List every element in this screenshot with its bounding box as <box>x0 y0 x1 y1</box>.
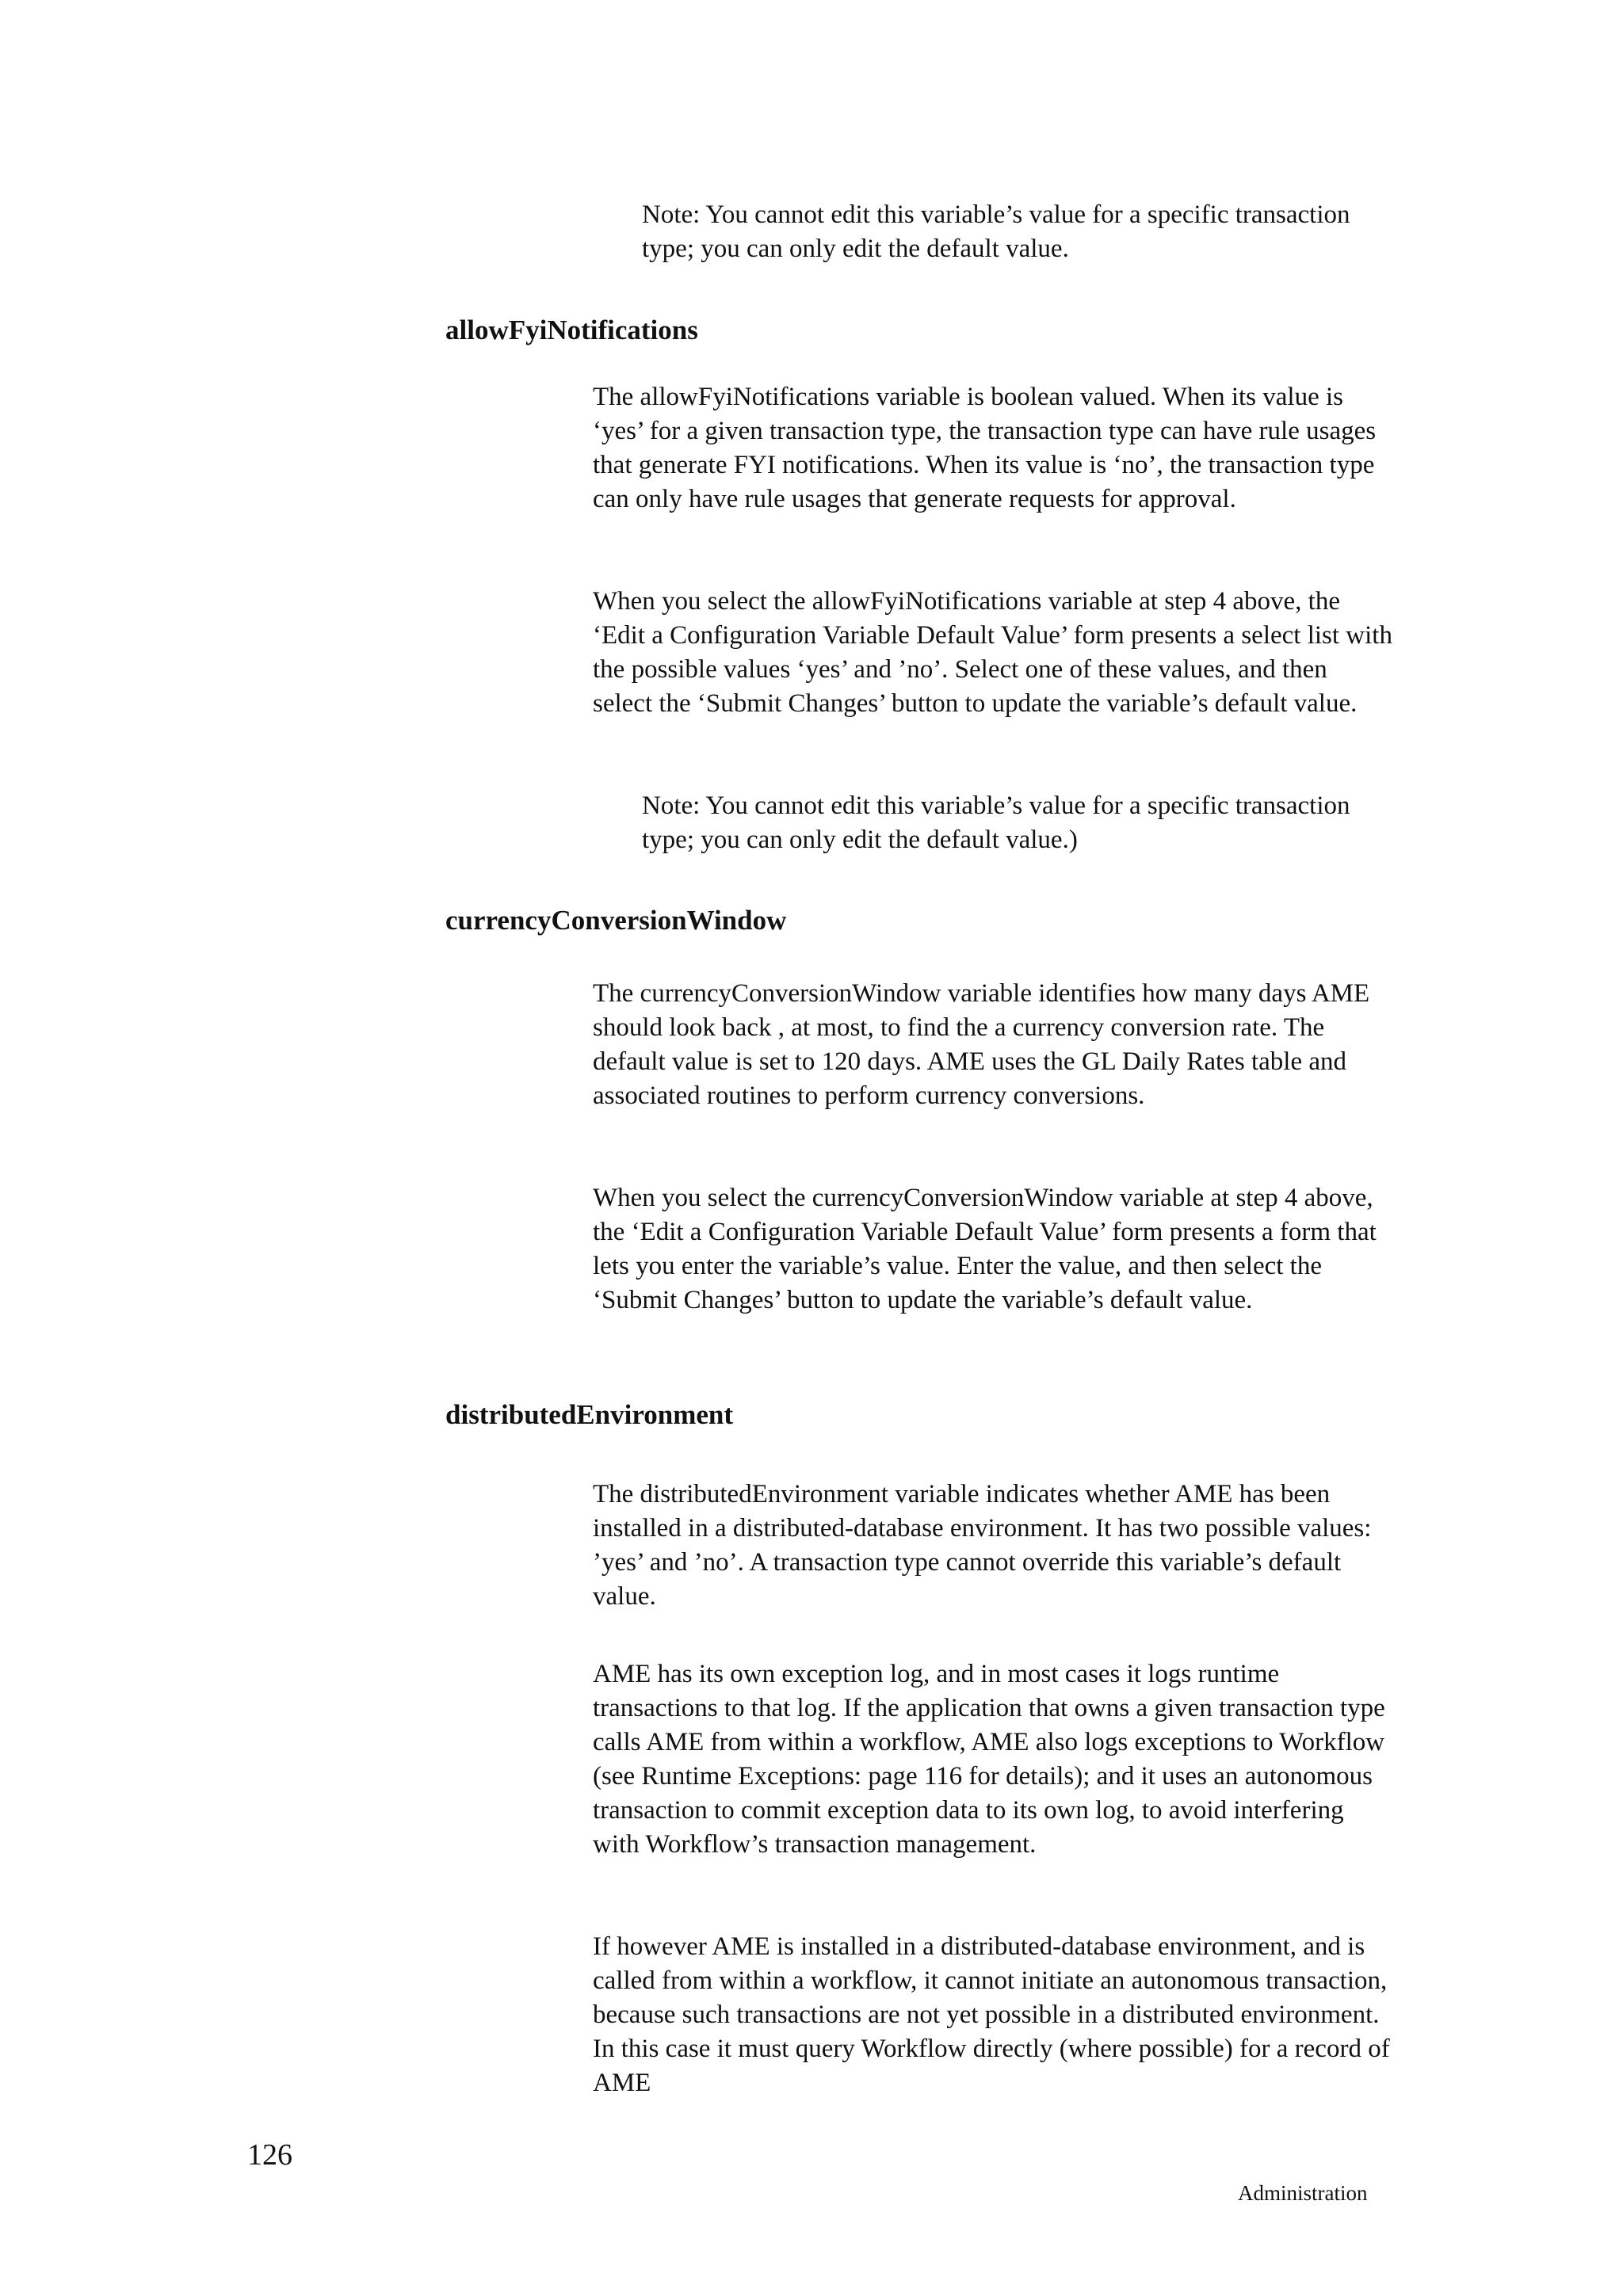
footer-section-label: Administration <box>1238 2181 1368 2205</box>
intro-note: Note: You cannot edit this variable’s value for a specific transaction type; you can only edit the default value. <box>642 200 1350 263</box>
allow-fyi-paragraph-1: The allowFyiNotifications variable is boolean valued. When its value is ‘yes’ for a given transaction type, the transaction type can have rule usages that generate FYI notifications. When its value is ‘no’, the transaction type can only have rule usages that generate requests for approval. <box>593 383 1377 513</box>
distributed-paragraph-2: AME has its own exception log, and in most cases it logs runtime transactions to that log. If the application that owns a given transaction type calls AME from within a workflow, AME also logs exceptions to Workflow (see Runtime Exceptions: page 116 for details); and it uses an autonomous transaction to commit exception data to its own log, to avoid interfering with Workflow’s transaction management. <box>593 1660 1385 1859</box>
page-number: 126 <box>247 2138 292 2172</box>
heading-allow-fyi-notifications: allowFyiNotifications <box>445 315 698 345</box>
currency-paragraph-1: The currencyConversionWindow variable identifies how many days AME should look back , at most, to find the a currency conversion rate. The default value is set to 120 days. AME uses the GL Daily Rates table and associated routines to perform currency conversions. <box>593 979 1370 1110</box>
currency-paragraph-2: When you select the currencyConversionWindow variable at step 4 above, the ‘Edit a Configuration Variable Default Value’ form presents a form that lets you enter the variable’s value. Enter the value, and then select the ‘Submit Changes’ button to update the variable’s default value. <box>593 1184 1377 1314</box>
heading-currency-conversion-window: currencyConversionWindow <box>445 905 787 936</box>
allow-fyi-note: Note: You cannot edit this variable’s value for a specific transaction type; you can only edit the default value.) <box>642 791 1350 854</box>
allow-fyi-paragraph-2: When you select the allowFyiNotifications variable at step 4 above, the ‘Edit a Configuration Variable Default Value’ form presents a select list with the possible values ‘yes’ and ’no’. Select one of these values, and then select the ‘Submit Changes’ button to update the variable’s default value. <box>593 587 1392 718</box>
distributed-paragraph-3: If however AME is installed in a distributed-database environment, and is called from within a workflow, it cannot initiate an autonomous transaction, because such transactions are not yet possible in a distributed environment. In this case it must query Workflow directly (where possible) for a record of AME <box>593 1932 1390 2097</box>
heading-distributed-environment: distributedEnvironment <box>445 1399 734 1430</box>
distributed-paragraph-1: The distributedEnvironment variable indicates whether AME has been installed in a distributed-database environment. It has two possible values: ’yes’ and ’no’. A transaction type cannot override this variable’s default value. <box>593 1480 1372 1611</box>
